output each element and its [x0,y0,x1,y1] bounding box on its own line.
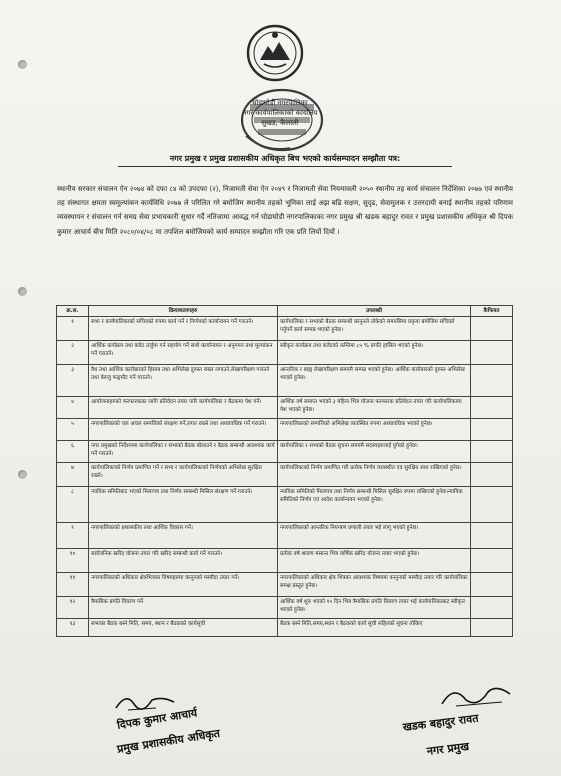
row-activity: कार्यपालिकाको निर्णय प्रमाणित गर्ने र सभा र कार्यपालिकाको निर्णयको अभिलेख सुरक्षित राख्ने। [89,463,278,487]
row-remarks [471,523,513,549]
row-remarks [471,573,513,597]
office-line-1: घोडाघोडी नगरपालिका [252,99,308,107]
row-activity: वैध तथा आर्थिक कारोबारको हिसाब तथा अभिलेख दुरुस्त राख्न लगाउने,लेखापरिक्षण गराउने तथा बेरुजु फछ्र्यौट गर्ने गराउने। [89,365,278,397]
row-achievement: प्रत्येक वर्ष श्रावण मसान्त भित्र वार्षिक खरिद योजना तयार भएको हुनेछ। [278,549,471,573]
header-activities: क्रियाकलापहरु [89,306,278,317]
row-num: ३ [57,365,89,397]
intro-paragraph: स्थानीय सरकार संचालन ऐन २०७४ को दफा ८४ को उपदफा (२), निजामती सेवा ऐन २०४९ र निजामती सेवा नियमावली २०५० स्थानीय तह कार्य संचालन निर्देशिका २०७७ एवं स्थानीय तह संस्थागत क्षमता स्वमूल्यांकन कार्यविधि २०७७ ले परिलित गरे बमोजिम स्थानीय तहको भूमिका लाई अझ बढि सक्षम, सुदृढ, सेवामुलक र उत्तरदायी बनाई स्थानीय तहको परिणाम व्यवस्थापन र संचालन गर्न समग्र सेवा प्रभावकारी सुधार गर्दै नतिजामा आवद्ध गर्न घोडाघोडी नगरपालिकाका नगर प्रमुख श्री खडक बहादुर रावत र प्रमुख प्रशासकीय अधिकृत श्री दिपक कुमार आचार्य बीच मिति २०८०/०४/०८ मा तपशिल बमोजिमको कार्य सम्पादन सम्झौता गरि एक प्रति लियों दियों । [57,185,513,236]
row-num: ११ [57,573,89,597]
table-row [57,463,513,487]
row-num: ९ [57,523,89,549]
row-remarks [471,441,513,463]
signatory-left-name: दिपक कुमार आचार्य [116,706,199,732]
row-remarks [471,619,513,637]
punch-hole [18,287,27,296]
table-row [57,487,513,523]
row-achievement: नगरपालिकाको आन्तरिक नियन्त्रण प्रणाली तयार भई लागू भएको हुनेछ। [278,523,471,549]
table-row [57,365,513,397]
row-achievement: कार्यपालिका र सभाको बैठक सम्बन्धी कानुनले तोकेको समयसिमा प्रकृया बमोजिम सचिवले गर्नुपर्ने कार्य सम्पन्न भएको हुनेछ। [278,317,471,341]
row-num: ६ [57,441,89,463]
row-achievement: न्यायिक समितिको मिलापत्र तथा निर्णय सम्बन्धी मिसिल सुरक्षित रुपमा राखिएको हुनेछ।न्यायिक समितिको निर्णय एवं आदेश कार्यान्वयन भएको हुनेछ। [278,487,471,523]
row-num: ४ [57,397,89,419]
signature-left [108,688,258,768]
row-remarks [471,317,513,341]
table-header-row [57,306,513,317]
row-num: ५ [57,419,89,441]
row-remarks [471,549,513,573]
row-achievement: कार्यपालिका र सभाको बैठक सुचना समयमै सदस्यहरुलाई पुगेको हुनेछ। [278,441,471,463]
row-activity: त्रैमासिक प्रगति विवरण गर्ने [89,597,278,619]
row-activity: नगर प्रमुखको निर्देशनमा कार्यपालिका र सभाको बैठक बोलाउने र बैठक सम्बन्धी आवश्यक कार्य गर्ने गराउने। [89,441,278,463]
row-activity: सार्वजनिक खरिद योजना तयार गरि खरिद सम्बन्धी कार्य गर्ने गराउने। [89,549,278,573]
table-row [57,549,513,573]
signatory-left-title: प्रमुख प्रशासकीय अधिकृत [116,726,221,756]
title-underline [118,166,452,167]
row-achievement: बैठक बस्ने मिति,समय,स्थान र बैठकको कार्य सूची सहितको सूचना तोकिए [278,619,471,637]
row-num: ८ [57,487,89,523]
signature-right [392,682,542,770]
punch-hole [18,60,27,69]
punch-hole [18,470,27,479]
signatory-right-title: नगर प्रमुख [426,739,470,758]
row-num: १२ [57,597,89,619]
row-achievement: स्वीकृत कार्यक्रम तथा बजेटको कम्तिमा ८५ % प्रगति हासिल भएको हुनेछ। [278,341,471,365]
row-achievement: नगरपालिकाको अधिकार क्षेत्र भित्रका आवश्यक विषयमा कानुनको मस्यौदा तयार गरि कार्यपालिका समक्ष प्रस्तुत हुनेछ। [278,573,471,597]
table-row [57,441,513,463]
table-row [57,523,513,549]
performance-table [56,305,513,637]
table-row [57,597,513,619]
row-activity: सभाका बैठक बस्ने मिति, समय, स्थान र बैठकको कार्यसूची [89,619,278,637]
table-row [57,397,513,419]
row-activity: नगरपालिकाको चल अचल सम्पत्तिको संरक्षण गर्ने,लगत राख्ने तथा अध्यावधिक गर्ने गराउने। [89,419,278,441]
table-row [57,317,513,341]
row-num: १० [57,549,89,573]
row-achievement: नगरपालिकाको सम्पत्तिको अभिलेख व्यवस्थित रुपमा अध्यावधिक भएको हुनेछ। [278,419,471,441]
office-line-3: सुखड, कैलाली [261,119,299,127]
header-remarks: कैफियत [471,306,513,317]
table-row [57,341,513,365]
row-activity: न्यायिक समितिबाट भएको मिलापत्र तथा निर्णय सम्बन्धी मिसिल संरक्षण गर्ने गराउने। [89,487,278,523]
row-activity: आर्थिक कार्यक्रम तथा बजेट तर्जुमा गर्न सहयोग गर्ने साथै कार्यान्वयन र अनुगमन तथा मुल्यांकन गर्ने गराउने। [89,341,278,365]
row-num: ७ [57,463,89,487]
table-row [57,419,513,441]
office-header [200,98,360,128]
emblem-seal-icon [242,20,308,86]
row-achievement: आन्तरिक र बाह्य लेखापरिक्षण समयमै सम्पन्न भएको हुनेछ। आर्थिक कारोबारको दुरुस्त अभिलेख भएको हुनेछ। [278,365,471,397]
row-achievement: आर्थिक वर्ष समाप्त भएको ३ महिना भित्र योजना फरफारक प्रतिवेदन तयार गरि कार्यपालिकामा पेश भएको हुनेछ। [278,397,471,419]
row-remarks [471,419,513,441]
table-row [57,573,513,597]
header-serial: क्र.स. [57,306,89,317]
row-num: २ [57,341,89,365]
row-activity: सभा र कार्यपालिकाको सचिवको रुपमा कार्य गर्ने र निर्णयको कार्यान्वयन गर्ने गराउने। [89,317,278,341]
row-remarks [471,463,513,487]
header-achievements: उपलब्धी [278,306,471,317]
row-activity: नगरपालिकाको प्रशासकीय तथा आर्थिक विकास गर्ने। [89,523,278,549]
row-remarks [471,397,513,419]
row-remarks [471,341,513,365]
agreement-title: नगर प्रमुख र प्रमुख प्रशासकीय अधिकृत बिच भएको कार्यसम्पादन सम्झौता पत्र: [169,154,401,163]
row-remarks [471,365,513,397]
row-remarks [471,487,513,523]
row-activity: आयोजनाहरुको फरफारकका लागि प्रतिवेदन तयार पारि कार्यपालिका र बैठकमा पेश गर्ने। [89,397,278,419]
row-achievement: कार्यपालिकाको निर्णय प्रमाणित गरी प्रत्येक निर्णय व्यवस्थीत एव सुरक्षित साथ राखिएको हुनेछ। [278,463,471,487]
row-num: १३ [57,619,89,637]
row-remarks [471,597,513,619]
table-row [57,619,513,637]
row-activity: नगरपालिकाको अधिकार क्षेत्रभित्रका विषयहरुमा कानुनको मस्यौदा तयार गर्ने। [89,573,278,597]
row-num: १ [57,317,89,341]
row-achievement: आर्थिक वर्ष शुरु भएको १५ दिन भित्र त्रैमासिक प्रगति विवरण तयार भई कार्यपालिकाबाट स्वीकृत भएको हुनेछ। [278,597,471,619]
signature-scribble-icon [436,682,516,710]
office-line-2: नगर कार्यपालिकाको कार्यालय [242,109,318,117]
signatory-right-name: खडक बहादुर रावत [402,711,480,734]
